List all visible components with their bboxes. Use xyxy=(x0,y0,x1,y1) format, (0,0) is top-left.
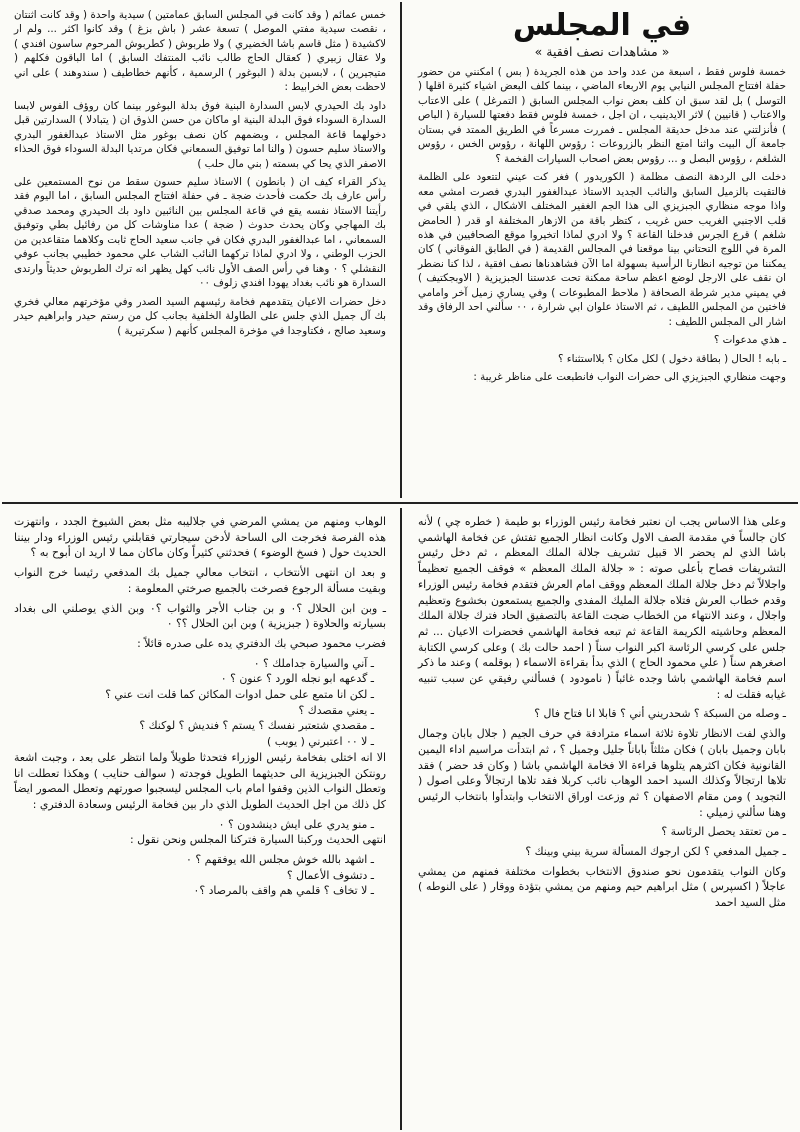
dialogue-line: ـ آني والسيارة جداملك ؟ ٠ xyxy=(253,656,374,670)
dialogue-line: ـ وصله من السبكة ؟ شحدريني أني ؟ قابلا انا فتاح فال ؟ xyxy=(534,707,786,721)
dialogue-line: ـ بابه ! الحال ( بطاقة دخول ) لكل مكان ؟ بلااستثناء ؟ xyxy=(557,352,786,365)
dialogue-line: ـ هذي مدعوات ؟ xyxy=(713,334,786,347)
paragraph: داود بك الحيدري لابس السدارة البنية فوق بدلة البوغور بينما كان روؤف الفوس لابسا السدارة السوداء فوق البدلة البنية او ماكان من حسن الذوق ان ( يتبادلا ) السدارتين قبل دخولهما قاعة المجلس ، وبضمهم كان نصف بوغور مثل الاستاذ عبدالغفور البدري والاستاذ سليم حسون ( والنا اما توفيق السمعاني فكان مرتديا البدلة السوداء فوق الحذاء الاصفر الذي يحا كي بسمته ( بني مال حلب ) xyxy=(14,99,386,170)
column-top-left xyxy=(2,2,400,498)
paragraph: وكان النواب يتقدمون نحو صندوق الانتخاب بخطوات مختلفة فمنهم من يمشي عاجلاً ( اكسپرس ) مثل ابراهيم حيم ومنهم من يمشي بتؤدة ووقار ( على النوطه ) مثل السيد احمد xyxy=(418,864,786,910)
column-divider-bottom xyxy=(400,508,402,1130)
dialogue-line: ـ اشهد بالله خوش مجلس الله يوفقهم ؟ ٠ xyxy=(186,853,374,867)
dialogue-line: ـ لا تخاف ؟ قلمي هم واقف بالمرصاد ؟٠ xyxy=(193,884,374,898)
column-bottom-right xyxy=(404,508,798,1130)
paragraph: الوهاب ومنهم من يمشي المرضي في جلاليبه مثل بعض الشيوخ الجدد ، وانتهزت هذه الفرصة فخرجت الى الساحة لأدخن سيجارتي فقابلني رئيس الوزراء ودار بيننا الحديث حول ( فسخ الوضوء ) فحدثني كثيراً وكان ماكان مما لا اريد ان أبوح به ؟ xyxy=(14,515,386,560)
column-top-right xyxy=(404,2,798,498)
paragraph: والذي لفت الانظار تلاوة ثلاثة اسماء مترادفة في حرف الجيم ( جلال بابان وجمال بابان وجميل بابان ) فكان مثلثاً باباناً جليل وجميل ؟ ، ثم ابتدأت مراسيم اداء اليمين القانونية فكان اكثرهم يتلوها قراءة الا فخامة الهاشمي باشا ( وكان قد حضر ) فقد تلاها ارتجالاً وكذلك السيد احمد الوهاب نائب كربلا فقد تلاها ارتجالاً وعلى اصول ( التجويد ) ومن مقام الاصفهان ؟ ثم وزعت اوراق الانتخاب وابتدأوا بانتخاب الرئيس وهنا سألني زميلي : xyxy=(418,727,786,819)
paragraph: فضرب محمود صبحي بك الدفتري يده على صدره قائلاً : xyxy=(137,636,386,650)
dialogue-line: ـ لا ٠٠ اعتبرني ( يوبب ) xyxy=(267,735,374,749)
dialogue-line: ـ يعني مقصدك ؟ xyxy=(298,703,374,717)
paragraph: خمسة فلوس فقط ، اسبعة من عدد واحد من هذه الجريدة ( بس ) امكنني من حضور حفلة افتتاح المجلس النيابي يوم الاربعاء الماضي ، بينما كلف البعض اشياء كثيرة اقلها ( التوسل ) بل لقد سبق ان كلف بعض نواب المجلس السابق ( التمرغل ) على الاعتاب والاعتاب ( قانيين ) لاثر الايدينيب ، ان اجل ، خمسة فلوس فقط دفعتها للسيارة ( الباص ) فأنزلتني عند مدخل حديقة المجلس ـ فمررت مسرعاً في الطريق الممتد في بستان جامعة آل البيت واثنا امتع النظر بالزروعات : رؤوس اللهانة ، رؤوس الخس ، رؤوس الشلغم ، رؤوس البصل و ... رؤوس بعض اصحاب السيارات الفخمة ؟ xyxy=(418,66,786,165)
dialogue-line: ـ من تعتقد يحصل الرئاسة ؟ xyxy=(661,825,786,839)
dialogue-line: ـ جميل المدفعي ؟ لكن ارجوك المسألة سرية بيني وبينك ؟ xyxy=(525,845,786,859)
column-divider-top xyxy=(400,2,402,498)
paragraph: انتهى الحديث وركبنا السيارة فتركنا المجلس ونحن نقول : xyxy=(130,833,386,847)
dialogue-line: ـ مقصدي شتعتبر نفسك ؟ يستم ؟ فنديش ؟ لوكنك ؟ xyxy=(139,719,374,733)
paragraph: ـ وبن ابن الحلال ؟٠ و بن جناب الأجر والثواب ؟٠ وبن الذي يوصلني الى بغداد بسيارته والحلاوة ( جبزيزية ) وبن ابن الحلال ؟؟ ٠ xyxy=(14,601,387,631)
article-title: في المجلس xyxy=(512,8,692,43)
paragraph: دخل حضرات الاعيان يتقدمهم فخامة رئيسهم السيد الصدر وفي مؤخرتهم معالي فخري بك آل جميل الذي جلس على الطاولة الخلفية بجانب كل من رستم حيدر وابراهيم حيدر وسعيد صالح ، فكتاوجدا في مؤخرة المجلس كأنهم ( سكرتيرية ) xyxy=(14,295,386,337)
paragraph: الا انه اختلى بفخامة رئيس الوزراء فتحدثا طويلاً ولما انتظر على بعد ، وجبت اشعة رونتكن الجبزيزية الى حديثهما الطويل فوجدته ( سوالف حنايب ) وهكذا تعطلت انا وتعطل النواب الذين وقفوا امام باب المجلس ليسجبوا صورتهم وتعطل المصور ايضاً كل ذلك من اجل الحديث الطويل الذي دار بين فخامة الرئيس وسعادة الدفتري : xyxy=(14,750,386,811)
section-divider xyxy=(2,502,798,504)
dialogue-line: ـ لكن انا متمع على حمل ادوات المكائن كما قلت انت عني ؟ xyxy=(105,688,374,702)
dialogue-line: ـ منو يدري على ايش دينشدون ؟ ٠ xyxy=(218,817,374,831)
column-bottom-left xyxy=(2,508,400,1130)
paragraph: وعلى هذا الاساس يجب ان نعتبر فخامة رئيس الوزراء بو طيمة ( خطره چي ) لأنه كان جالساً في مقدمة الصف الاول وكانت انظار الجميع تفتش عن فخامة الهاشمي باشا الذي لم يحضر الا قبيل تشريف جلالة الملك المعظم ، ثم دخل رئيس التشريفات فصاح بأعلى صوته : « جلالة الملك المعظم » فوقف الجميع تعظيماً واجلالاً ثم دخل جلالة الملك المعظم ووقف امام العرش فتقدم فخامة رئيس الوزراء وقدم خطاب العرش فتلاه جلالة المليك المفدى والجميع يستمعون بخشوع وتعظيم واجلال ، وعند الانتهاء من الخطاب ضجت القاعة بالتصفيق الحاد فترك جلالة الملك المعظم وحاشيته الكريمة القاعة ثم تبعه فخامة الهاشمي فحضرات الاعيان ... ثم جلس على كرسي الرئاسة اكبر النواب سناً ( احمد حالت بك ) وعلى كرسي الكتابة اصغرهم سناً ( علي محمود الحاج ) الذي بدأ بقراءة الاسماء ( بوقلمه ) وعند ما ذكر اسم فخامة الهاشمي باشا وجده غائباً ( نامودود ) فسألني رفيقي عن سبب تنبيه غيابه فقلت له : xyxy=(418,515,786,701)
paragraph: خمس عمائم ( وقد كانت في المجلس السابق عمامتين ) سيدية واحدة ( وقد كانت اثنتان ، نقصت سيدية مفتي الموصل ) تسعة عشر ( باش بزغ ) وقد كانوا اكثر ... ولم ار لاكشيدة ( مثل قاسم باشا الخضيري ) ولا طربوش ( كطربوش المرحوم ساسون افندي ) ولا عقال زبيري ( كعقال الحاج طالب نائب المنتفك السابق ) اما الباقون فكلهم ( متيجيرين ) ، لابسين بدلة ( البوغور ) الرسمية ، كأنهم خطاطيف ( سندوهند ) على اني لاحظت بعض الخرابيط : xyxy=(14,9,386,94)
paragraph: يذكر القراء كيف ان ( بانطون ) الاستاذ سليم حسون سقط من نوح المستمعين على رأس عارف بك حكمت فأحدث ضجة ـ في حفلة افتتاح المجلس السابق ، اما اليوم فقد رأيتنا الاستاذ نفسه يقع في قاعة المجلس بين النائبين داود بك الحيدري ومحمد صدقي بك المهاجي وكان يحدث حدوث ( ضجة ) عدا مناوشات كل من رفائيل بطي وتوفيق السمعاني ، اما عبدالغفور البدري فكان في جانب سعيد الحاج ثابت وكلاهما متقاعدين من الحزب الوطني ، ولا ادري لماذا تركهما النائب الشاب علي محمود خطيبي بجانب عوفي النقشلي ؟ ٠ وهنا في رأس الصف الأول نائب كهل يظهر انه ترك الطربوش حديثاً وارتدى السدارة هو نائب بغداد يهودا افندي زلوف ٠٠ xyxy=(14,175,386,290)
paragraph: دخلت الى الردهة النصف مظلمة ( الكوريدور ) فغر كت عيني لتتعود على الظلمة فالتقيت بالزميل السابق والنائب الجديد الاستاذ عبدالغفور البدري فصرت امشي معه واذا موجه منظاري الجبزيزي الى هذا الجم الغفير المختلف الاشكال ، الذي يلقي في قلب الاجنبي الغريب حس غريب ، كتظر باقة من الازهار المختلفة او قدر ( الحامض شلغم ) قرع الجرس فدخلنا القاعة ؟ ولا ادري لماذا اتخيروا موقع الصحافيين في هذه المرة في اللوج التحتاني بينا موقعنا في المجالس القديمة ( في الطابق الفوقاني ) كان يمكننا من توجيه انظارنا الرأسية بسهولة اما الآن فشاهدناها نصف افقية ، لذا كنا نضطر ان نقف على الارجل لوضع اعظم ساحة ممكنة تحت عدستنا الجبزيزية ( الاوبجكتيف ) في يميني مدير شرطة الصحافة ( ملاحظ المطبوعات ) وفي يساري زميل آخر وامامي فاختين من المجلس اللطيف ، ثم الاستاذ علوان ابي شرارة ، ٠٠ سألني احد الرفاق وقد اشار الى المجلس اللطيف : xyxy=(418,171,787,328)
dialogue-line: ـ دتشوف الأعمال ؟ xyxy=(286,868,374,882)
article-subtitle: « مشاهدات نصف افقية » xyxy=(534,44,670,59)
dialogue-line: ـ گدعهه ابو نجله الورد ؟ عنون ؟ ٠ xyxy=(220,672,374,686)
paragraph: وجهت منظاري الجبزيزي الى حضرات النواب فانطبعت على مناظر غريبة : xyxy=(473,371,786,384)
paragraph: و بعد ان انتهى الأنتخاب ، انتخاب معالي جميل بك المدفعي رئيسا خرج النواب وبقيت مسألة الرجوع فصرخت بالجميع صرختي المعلومة : xyxy=(14,566,386,595)
